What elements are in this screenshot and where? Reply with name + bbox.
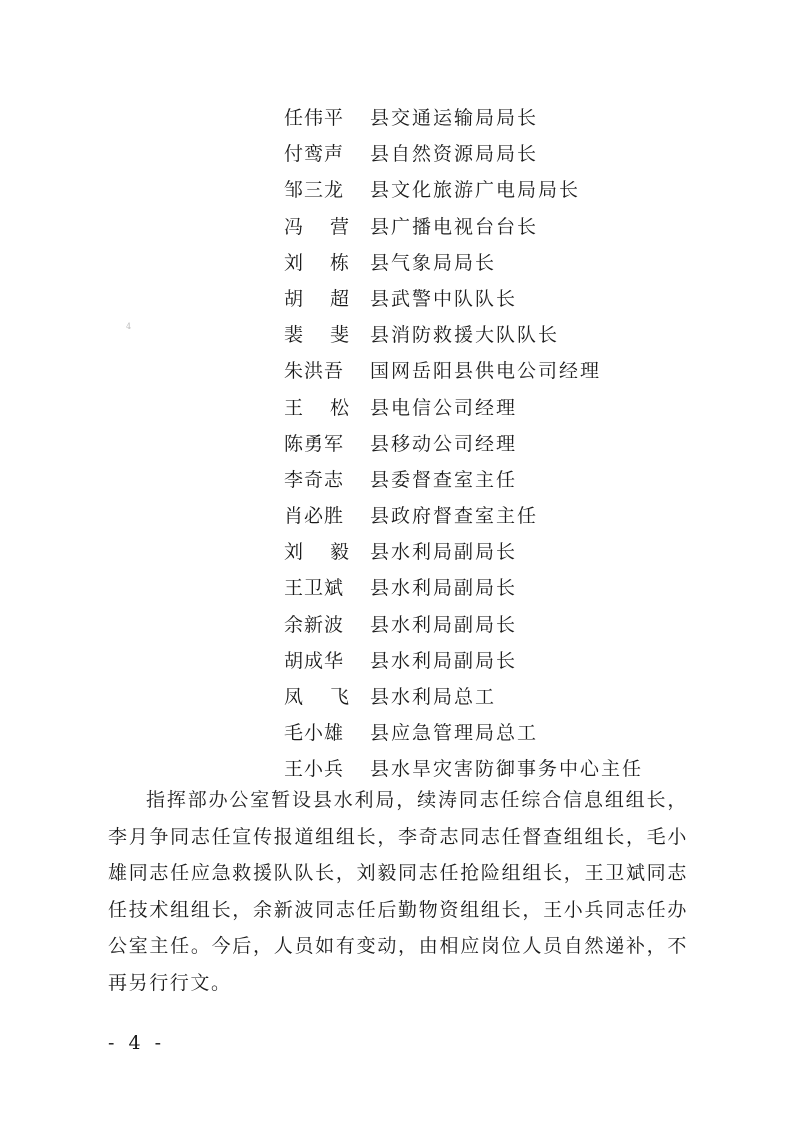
member-title: 县武警中队队长 — [370, 287, 518, 310]
member-title: 县移动公司经理 — [370, 432, 518, 455]
member-name: 刘 毅 — [284, 541, 350, 564]
member-title: 县委督查室主任 — [370, 468, 518, 491]
member-title: 县广播电视台台长 — [370, 215, 539, 238]
office-arrangement-paragraph: 指挥部办公室暂设县水利局，续涛同志任综合信息组组长，李月争同志任宣传报道组组长，李奇志同志任督查组组长，毛小雄同志任应急救援队队长，刘毅同志任抢险组组长，王卫斌同志任技术组组长，余新波同志任后勤物资组组长，王小兵同志任办公室主任。今后，人员如有变动，由相应岗位人员自然递补，不再另行行文。 — [108, 789, 688, 994]
member-title: 县文化旅游广电局局长 — [370, 179, 581, 202]
member-name: 胡 超 — [284, 287, 350, 310]
roster-row — [284, 317, 704, 353]
roster-row — [284, 679, 704, 715]
personnel-roster — [284, 100, 704, 788]
member-name: 余新波 — [284, 613, 345, 636]
page-number: - 4 - — [108, 1032, 166, 1054]
member-title: 县水利局副局长 — [370, 613, 518, 636]
roster-row — [284, 390, 704, 426]
member-title: 县气象局局长 — [370, 251, 497, 274]
roster-row — [284, 209, 704, 245]
member-title: 县电信公司经理 — [370, 396, 518, 419]
member-title: 县水利局副局长 — [370, 649, 518, 672]
member-name: 邹三龙 — [284, 179, 345, 202]
member-name: 裴 斐 — [284, 324, 350, 347]
member-title: 县政府督查室主任 — [370, 505, 539, 528]
roster-row — [284, 643, 704, 679]
roster-row — [284, 353, 704, 389]
member-title: 县水利局总工 — [370, 686, 497, 708]
member-name: 任伟平 — [284, 107, 345, 129]
roster-row — [284, 607, 704, 643]
roster-row — [284, 534, 704, 570]
member-name: 朱洪吾 — [284, 360, 345, 383]
member-title: 县水旱灾害防御事务中心主任 — [370, 758, 644, 781]
roster-row — [284, 100, 704, 136]
member-title: 县水利局副局长 — [370, 577, 518, 600]
member-name: 毛小雄 — [284, 722, 345, 745]
member-name: 付鸾声 — [284, 143, 345, 166]
roster-row — [284, 462, 704, 498]
member-name: 肖必胜 — [284, 505, 345, 528]
roster-row — [284, 426, 704, 462]
member-name: 李奇志 — [284, 468, 345, 491]
member-title: 县自然资源局局长 — [370, 143, 539, 166]
roster-row — [284, 245, 704, 281]
binding-margin-mark: 4 — [126, 322, 132, 331]
roster-row — [284, 715, 704, 751]
member-title: 县消防救援大队队长 — [370, 324, 560, 347]
roster-row — [284, 570, 704, 606]
member-name: 王 松 — [284, 396, 350, 419]
member-title: 县水利局副局长 — [370, 541, 518, 564]
member-name: 陈勇军 — [284, 432, 345, 455]
roster-row — [284, 136, 704, 172]
member-name: 刘 栋 — [284, 251, 350, 274]
member-name: 胡成华 — [284, 649, 345, 672]
member-name: 凤 飞 — [284, 686, 350, 708]
roster-row — [284, 281, 704, 317]
member-title: 国网岳阳县供电公司经理 — [370, 360, 602, 383]
member-name: 冯 营 — [284, 215, 350, 238]
roster-row — [284, 498, 704, 534]
member-title: 县交通运输局局长 — [370, 107, 539, 129]
member-name: 王卫斌 — [284, 577, 345, 600]
member-name: 王小兵 — [284, 758, 345, 781]
roster-row — [284, 172, 704, 208]
member-title: 县应急管理局总工 — [370, 722, 539, 745]
